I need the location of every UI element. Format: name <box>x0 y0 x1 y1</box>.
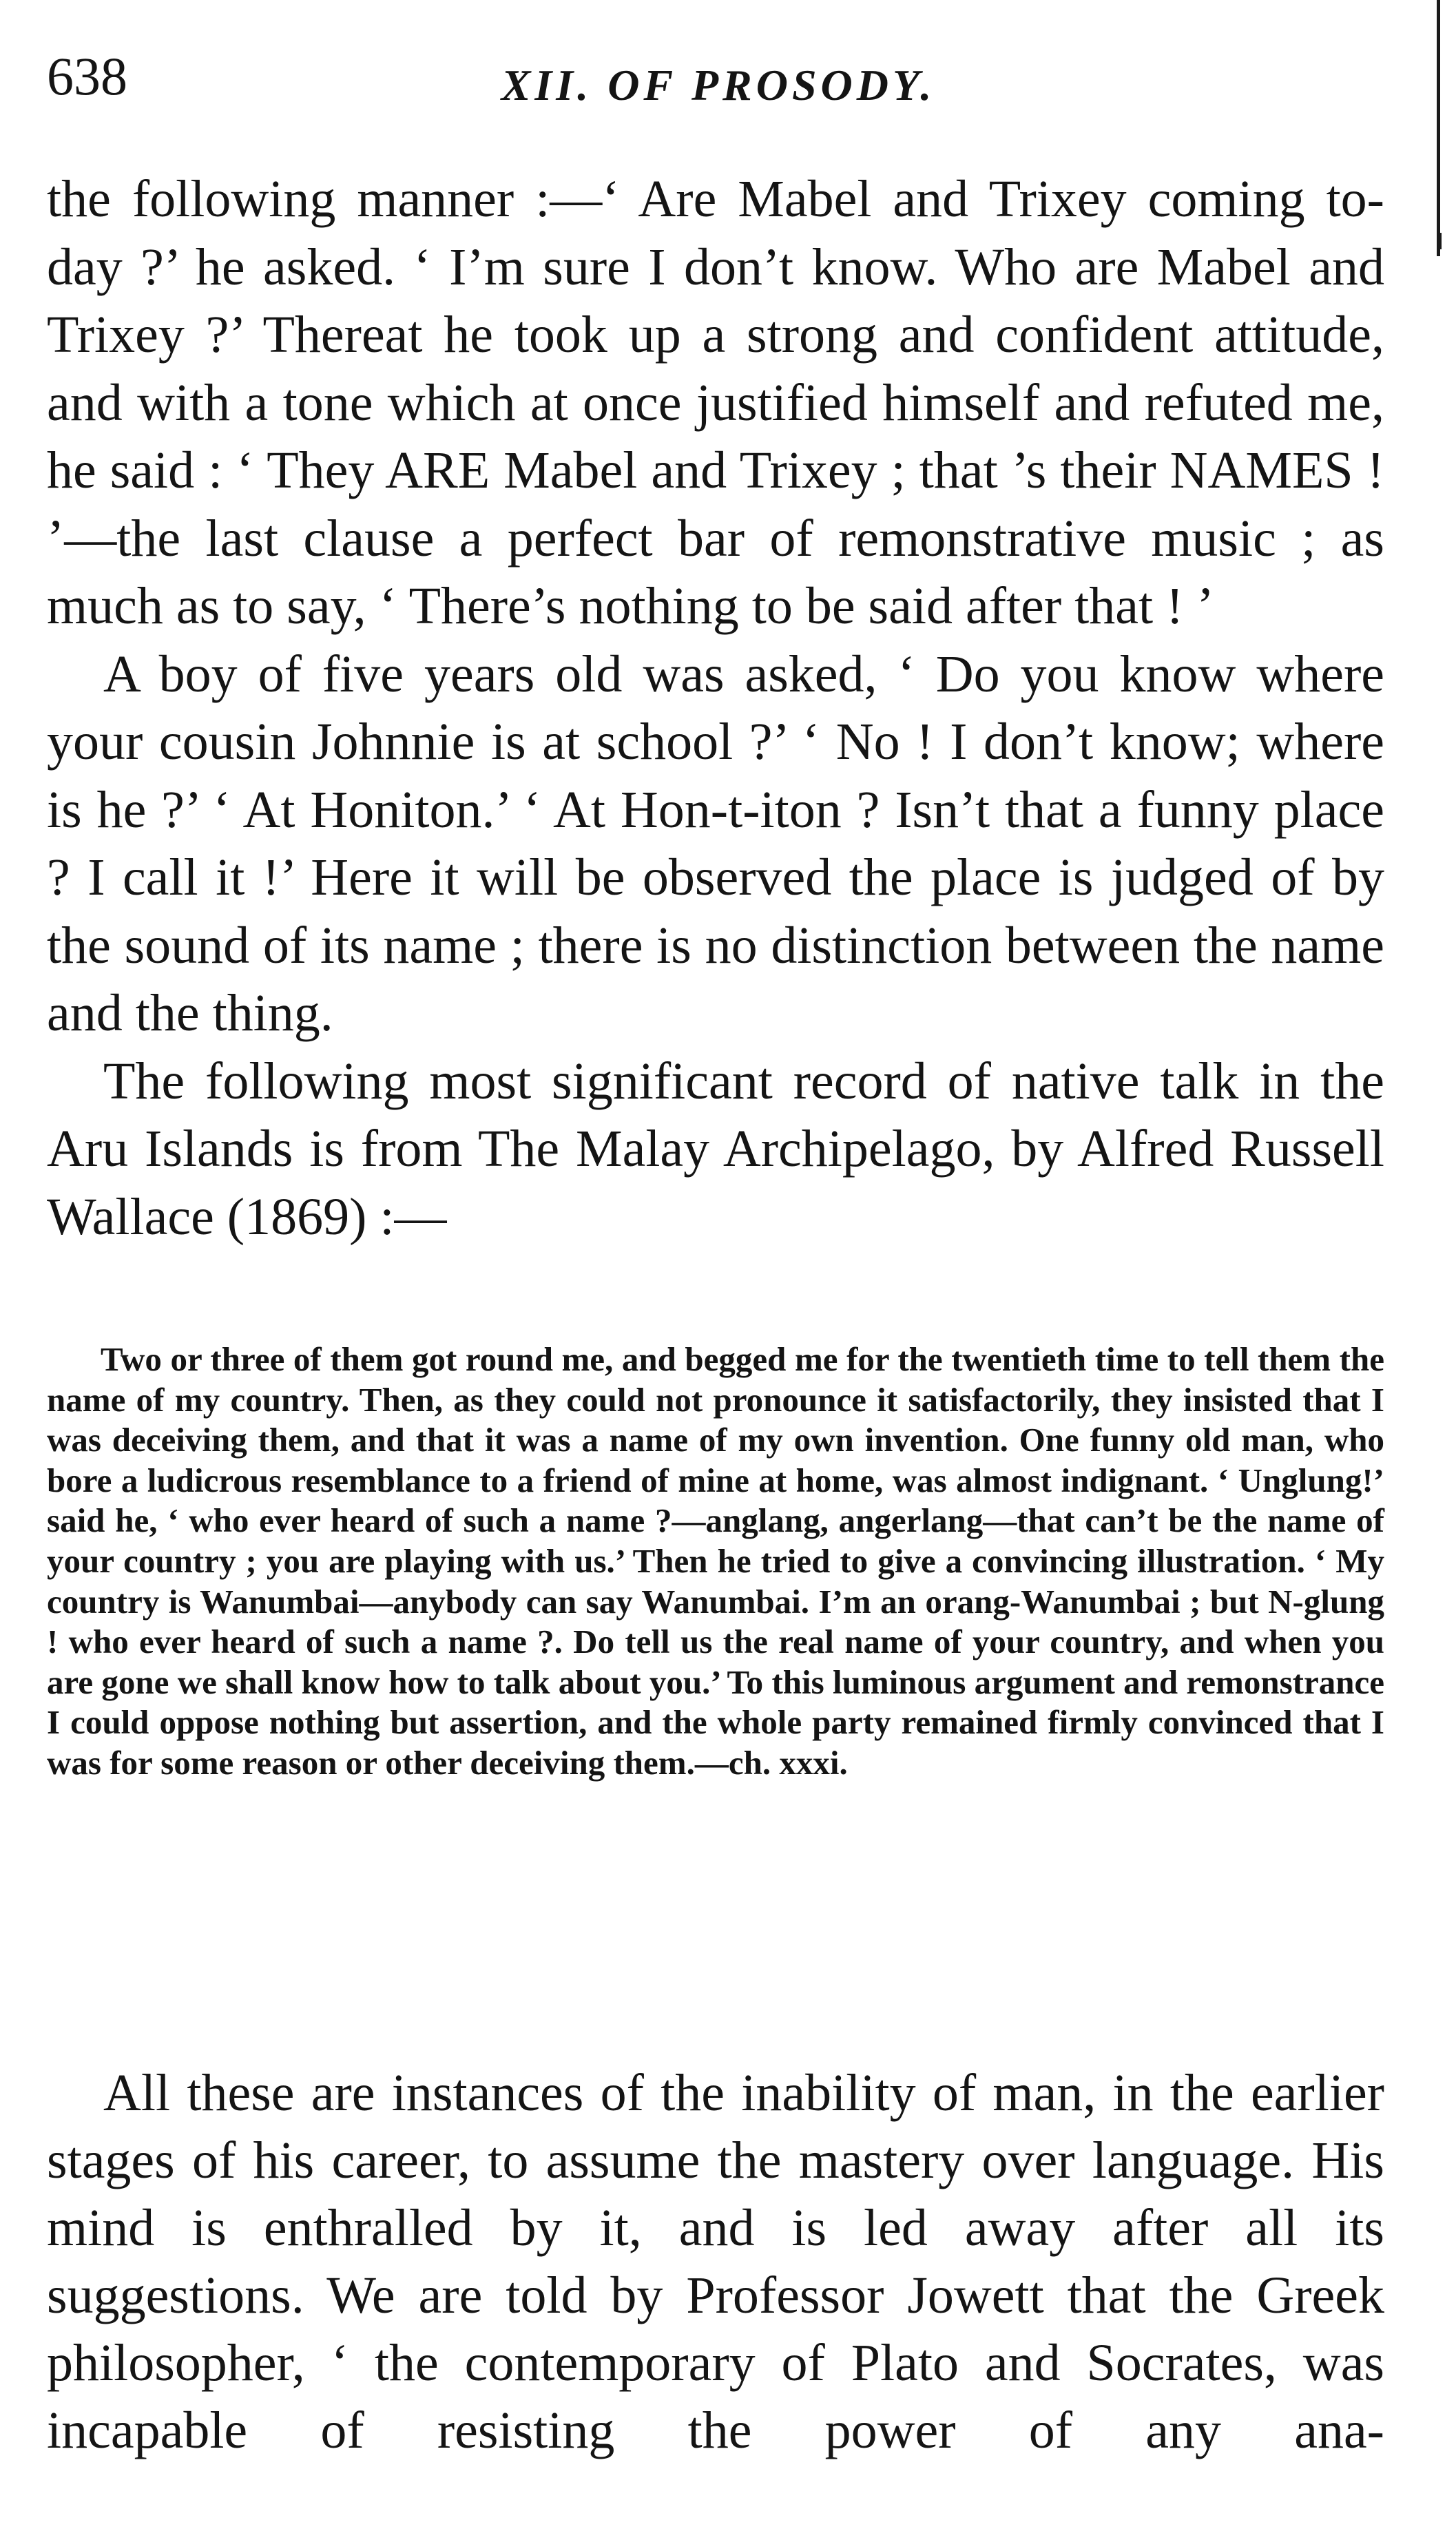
paragraph-aru-intro: The following most significant record of native talk in the Aru Islands is from The Malay Archipelago, by Alfred Russell Wallace (1869) :— <box>47 1052 1384 1246</box>
page-number: 638 <box>47 46 127 106</box>
page-edge-mark <box>1439 233 1442 249</box>
paragraph-closing: All these are instances of the inability of man, in the earlier stages of his career, to assume the mastery over language. His mind is enthralled by it, and is led away after all its suggestions. We are told by Professor Jowett that the Greek philosopher, ‘ the contemporary of Plato and Socrates, was incapable of resisting the power of any ana- <box>47 2064 1384 2459</box>
page-edge-line <box>1437 0 1440 256</box>
main-text <box>47 165 1384 1251</box>
closing-text <box>47 2059 1384 2464</box>
running-head: XII. OF PROSODY. <box>501 61 936 110</box>
paragraph-dialogue: the following manner :—‘ Are Mabel and Trixey coming to-day ?’ he asked. ‘ I’m sure I don’t know. Who are Mabel and Trixey ?’ Thereat he took up a strong and confident attitude, and with a tone which at once justified himself and refuted me, he said : ‘ They ARE Mabel and Trixey ; that ’s their NAMES ! ’—the last clause a perfect bar of remonstrative music ; as much as to say, ‘ There’s nothing to be said after that ! ’ <box>47 170 1384 635</box>
paragraph-honiton: A boy of five years old was asked, ‘ Do you know where your cousin Johnnie is at school ?’ ‘ No ! I don’t know; where is he ?’ ‘ At Honiton.’ ‘ At Hon-t-iton ? Isn’t that a funny place ? I call it !’ Here it will be observed the place is judged of by the sound of its name ; there is no distinction between the name and the thing. <box>47 645 1384 1042</box>
block-quote <box>47 1340 1384 1784</box>
quote-text: Two or three of them got round me, and begged me for the twentieth time to tell them the name of my country. Then, as they could not pronounce it satisfactorily, they insisted that I was deceiving them, and that it was a name of my own invention. One funny old man, who bore a ludicrous resemblance to a friend of mine at home, was almost indignant. ‘ Unglung!’ said he, ‘ who ever heard of such a name ?—anglang, angerlang—that can’t be the name of your country ; you are playing with us.’ Then he tried to give a convincing illustration. ‘ My country is Wanumbai—anybody can say Wanumbai. I’m an orang-Wanumbai ; but N-glung ! who ever heard of such a name ?. Do tell us the real name of your country, and when you are gone we shall know how to talk about you.’ To this luminous argument and remonstrance I could oppose nothing but assertion, and the whole party remained firmly convinced that I was for some reason or other deceiving them.—ch. xxxi. <box>47 1340 1384 1782</box>
